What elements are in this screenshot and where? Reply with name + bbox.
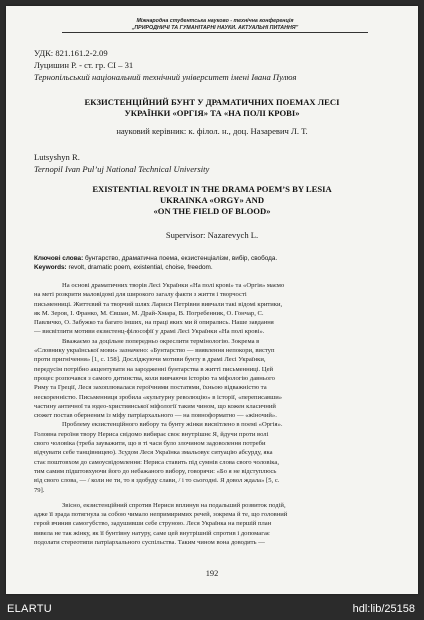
title-en — [24, 184, 400, 217]
body-line: подолати стереотипи патріархального суспільства. Таким чином вона доводить — — [34, 539, 265, 547]
title-en-line-1: EXISTENTIAL REVOLT IN THE DRAMA POEM’S BY LESIA — [92, 184, 332, 194]
keywords-en-label: Keywords: — [34, 264, 67, 271]
body-line: сюжет постав оберненим із міфу патріархального — на повноформатно — «жіночий». — [34, 412, 277, 420]
keywords-en — [34, 263, 390, 272]
body-line: передусім потрібно акцентувати на зародженні бунтарства в житті письменниці. Цей — [34, 365, 274, 373]
body-line: процес розпочався з самого дитинства, коли вивчаючи історію та міфологію давнього — [34, 374, 275, 382]
author-en: Lutsyshyn R. — [34, 152, 80, 162]
body-line: частину античної та юдео-християнської міфології таким чином, що кожен класичний — [34, 402, 276, 410]
body-line: 79]. — [34, 486, 45, 494]
conference-header-line-1: Міжнародна студентська науково - технічна конференція — [136, 18, 294, 24]
body-text — [34, 281, 390, 547]
footer-handle: hdl:lib/25158 — [352, 603, 415, 615]
body-line: На основі драматичних творів Лесі Українки «На полі крові» та «Оргія» маємо — [62, 282, 285, 289]
title-ua — [24, 97, 400, 119]
supervisor-en: Supervisor: Nazarevych L. — [165, 230, 259, 240]
keywords-ua-text: бунтарство, драматична поема, екзистенціалізм, вибір, свобода. — [83, 255, 278, 262]
keywords-ua — [34, 254, 390, 263]
body-line: стає поштовхом до самоусвідомлення: Нериса ставить під сумнів слова свого чоловіка, — [34, 458, 279, 466]
title-en-line-2: UKRAINKA «ORGY» AND — [159, 195, 265, 205]
body-line: Звісно, екзистенційний спротив Нериси вплинув на подальший розвиток подій, — [62, 501, 286, 509]
body-line: на меті розкрити маловідомі для широкого загалу факти з життя і творчості — [34, 291, 247, 299]
body-line: Вважаємо за доцільне попередньо окреслити термінологію. Зокрема в — [62, 337, 260, 345]
body-line: тим самим підштовхуючи його до небажаного вибору, говорячи: «Бо я не відступлюсь — [34, 467, 277, 475]
body-line: проти пригнічення» [1, с. 158]. Досліджуючи мотиви бунту в драмі Лесі Українки, — [34, 356, 266, 364]
body-line: Головна героїня твору Нериса свідомо вибирає своє внутрішнє Я, йдучи проти волі — [34, 430, 269, 438]
keywords-ua-label: Ключові слова: — [34, 255, 84, 262]
body-line: письменниці. Життєвий та творчий шлях Лариси Петрівни вивчали такі відомі критики, — [34, 300, 283, 308]
affiliation-en: Ternopil Ivan Pul’uj National Technical University — [34, 164, 210, 174]
author-ua: Луцишин Р. - ст. гр. СІ – 31 — [34, 60, 134, 70]
keywords-block — [34, 254, 390, 272]
document-page — [6, 6, 418, 594]
conference-header — [62, 18, 368, 33]
body-line: Павличко, О. Забужко та багато інших, на праці яких ми й опирались. Наше завдання — [34, 319, 274, 327]
supervisor-ua: науковий керівник: к. філол. н., доц. Назаревич Л. Т. — [116, 126, 308, 136]
title-ua-line-1: ЕКЗИСТЕНЦІЙНИЙ БУНТ У ДРАМАТИЧНИХ ПОЕМАХ ЛЕСІ — [84, 97, 340, 107]
keywords-en-text: revolt, dramatic poem, existential, choise, freedom. — [66, 264, 213, 271]
body-line: нескоренністю. Письменниця зробила «культурну революцію» в історії, «переписавши» — [34, 393, 283, 401]
title-ua-line-2: УКРАЇНКИ «ОРГІЯ» ТА «НА ПОЛІ КРОВІ» — [124, 108, 300, 118]
body-line: — висвітлити мотиви екзистенц-філософії у драмі Лесі Українки «На полі крові». — [34, 328, 265, 336]
body-line: герой вчинив самогубство, задушивши себе струною. Леся Українка на першій план — [34, 520, 272, 528]
body-line: відчувати себе танцівницею). Зсудом Леся Українка змальовує ситуацію абсурду, яка — [34, 449, 273, 457]
body-line: Риму та Греції, Леся захоплювалася героїчними постатями, їхньою відважністю та — [34, 384, 267, 392]
footer-repository-name: ELARTU — [7, 603, 52, 615]
title-en-line-3: «ON THE FIELD OF BLOOD» — [153, 206, 271, 216]
body-line: як М. Зеров, І. Франко, М. Євшан, М. Драй-Хмара, В. Погребенник, О. Гончар, С. — [34, 309, 264, 317]
body-line: від свого слова, — / коли не ти, то я здобуду слави, / і то сьогодні. Я довол ждала» [5, с. — [34, 477, 280, 485]
udc-code: УДК: 821.161.2-2.09 — [34, 48, 108, 58]
affiliation-ua: Тернопільський національний технічний університет імені Івана Пулюя — [34, 72, 297, 82]
body-line: адже її зрада потягнула за собою чимало непримиримих речей, зокрема й те, що головний — [34, 511, 288, 519]
body-line: свого чоловіка (треба зауважити, що в ті часи було злочином задоволення потреби — [34, 440, 266, 448]
page-number: 192 — [205, 569, 219, 578]
body-line: Проблему екзистенційного вибору та бунту жінки висвітлено в поемі «Оргія». — [62, 421, 283, 429]
conference-header-line-2: „ПРИРОДНИЧІ ТА ГУМАНІТАРНІ НАУКИ. АКТУАЛЬНІ ПИТАННЯ” — [131, 24, 299, 31]
body-line: вивела не так жінку, як її бунтівну натуру, саме цей внутрішній спротив і допомагає — [34, 529, 270, 537]
body-line: «Словнику української мови» зазначено: «Бунтарство — виявлення непокори, виступ — [34, 347, 275, 355]
